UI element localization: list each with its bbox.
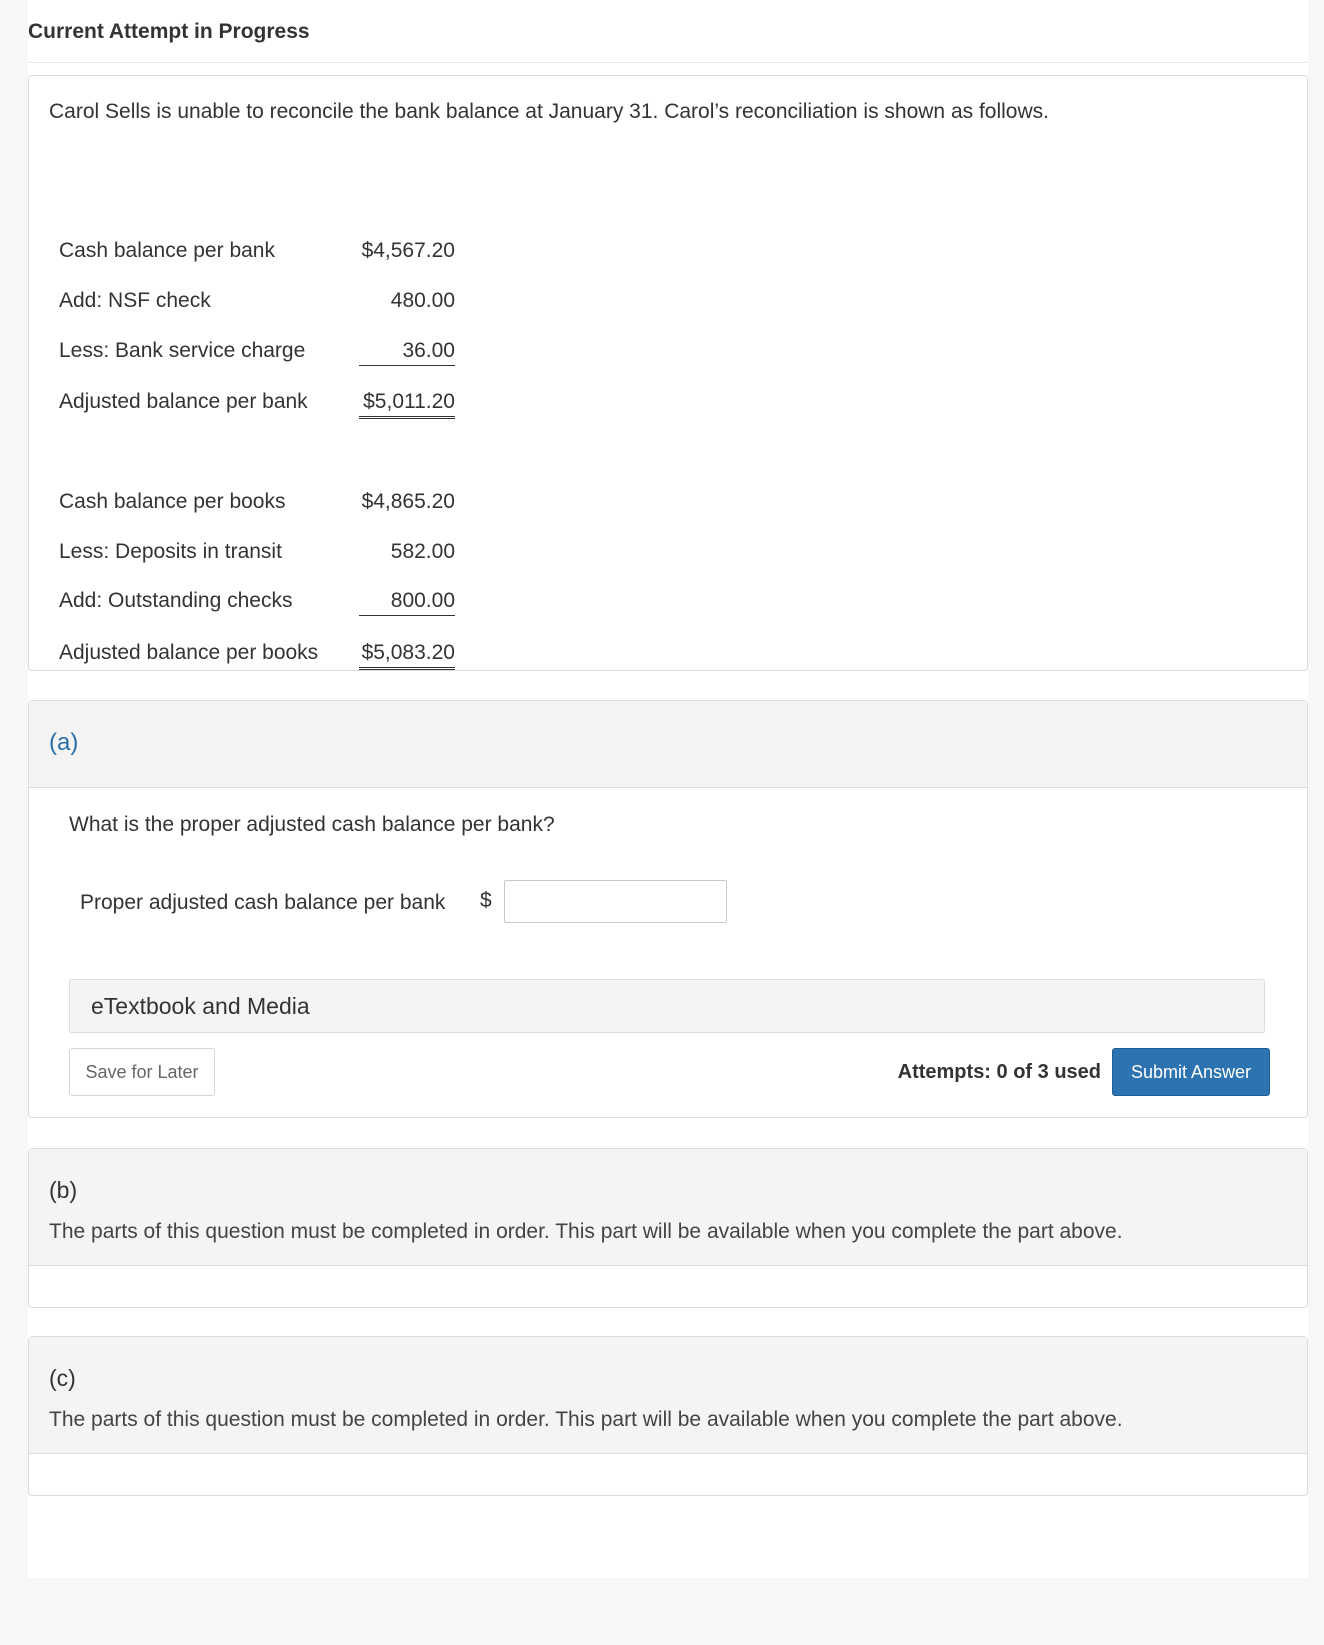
part-a-label[interactable]: (a) <box>49 729 79 756</box>
recon-label: Less: Bank service charge <box>59 339 306 362</box>
part-b-panel <box>28 1148 1308 1308</box>
submit-answer-button[interactable]: Submit Answer <box>1112 1048 1270 1096</box>
recon-amount: $4,865.20 <box>361 490 455 513</box>
part-b-label: (b) <box>49 1177 78 1203</box>
recon-amount-total: $5,011.20 <box>359 390 455 419</box>
recon-label: Add: Outstanding checks <box>59 589 293 612</box>
recon-row <box>59 283 459 317</box>
part-c-locked-message: The parts of this question must be completed in order. This part will be available when you complete the part above. <box>49 1408 1123 1431</box>
etextbook-media-toggle[interactable] <box>69 979 1265 1033</box>
recon-amount: 480.00 <box>390 289 455 312</box>
recon-amount: $4,567.20 <box>361 239 455 262</box>
recon-label: Adjusted balance per bank <box>59 390 308 413</box>
part-c-panel <box>28 1336 1308 1496</box>
recon-label: Adjusted balance per books <box>59 641 319 664</box>
recon-row-total <box>59 635 459 669</box>
recon-amount-total: $5,083.20 <box>359 641 455 670</box>
recon-amount: 36.00 <box>359 339 455 366</box>
save-for-later-button[interactable]: Save for Later <box>69 1048 215 1096</box>
question-text: What is the proper adjusted cash balance per bank? <box>69 813 555 836</box>
currency-symbol: $ <box>480 889 492 912</box>
recon-label: Less: Deposits in transit <box>59 540 282 563</box>
attempt-header <box>28 0 1308 63</box>
problem-statement <box>28 75 1308 671</box>
recon-label: Cash balance per bank <box>59 239 275 262</box>
part-a-header <box>29 701 1307 788</box>
recon-label: Add: NSF check <box>59 289 211 312</box>
recon-row-total <box>59 384 459 418</box>
part-a-panel <box>28 700 1308 1118</box>
recon-label: Cash balance per books <box>59 490 286 513</box>
recon-row <box>59 484 459 518</box>
page <box>28 0 1308 1578</box>
part-b-locked-message: The parts of this question must be completed in order. This part will be available when you complete the part above. <box>49 1220 1123 1243</box>
answer-input[interactable] <box>504 880 727 923</box>
recon-row <box>59 333 459 367</box>
problem-intro: Carol Sells is unable to reconcile the bank balance at January 31. Carol’s reconciliation is shown as follows. <box>49 100 1049 123</box>
answer-label: Proper adjusted cash balance per bank <box>80 891 446 914</box>
recon-row <box>59 583 459 617</box>
etextbook-label: eTextbook and Media <box>91 993 310 1019</box>
part-b-header <box>29 1149 1307 1266</box>
part-c-header <box>29 1337 1307 1454</box>
recon-amount: 800.00 <box>359 589 455 616</box>
recon-amount: 582.00 <box>390 540 455 563</box>
recon-row <box>59 534 459 568</box>
page-title: Current Attempt in Progress <box>28 20 310 43</box>
part-c-label: (c) <box>49 1365 76 1391</box>
attempts-counter: Attempts: 0 of 3 used <box>897 1061 1101 1083</box>
recon-row <box>59 233 459 267</box>
